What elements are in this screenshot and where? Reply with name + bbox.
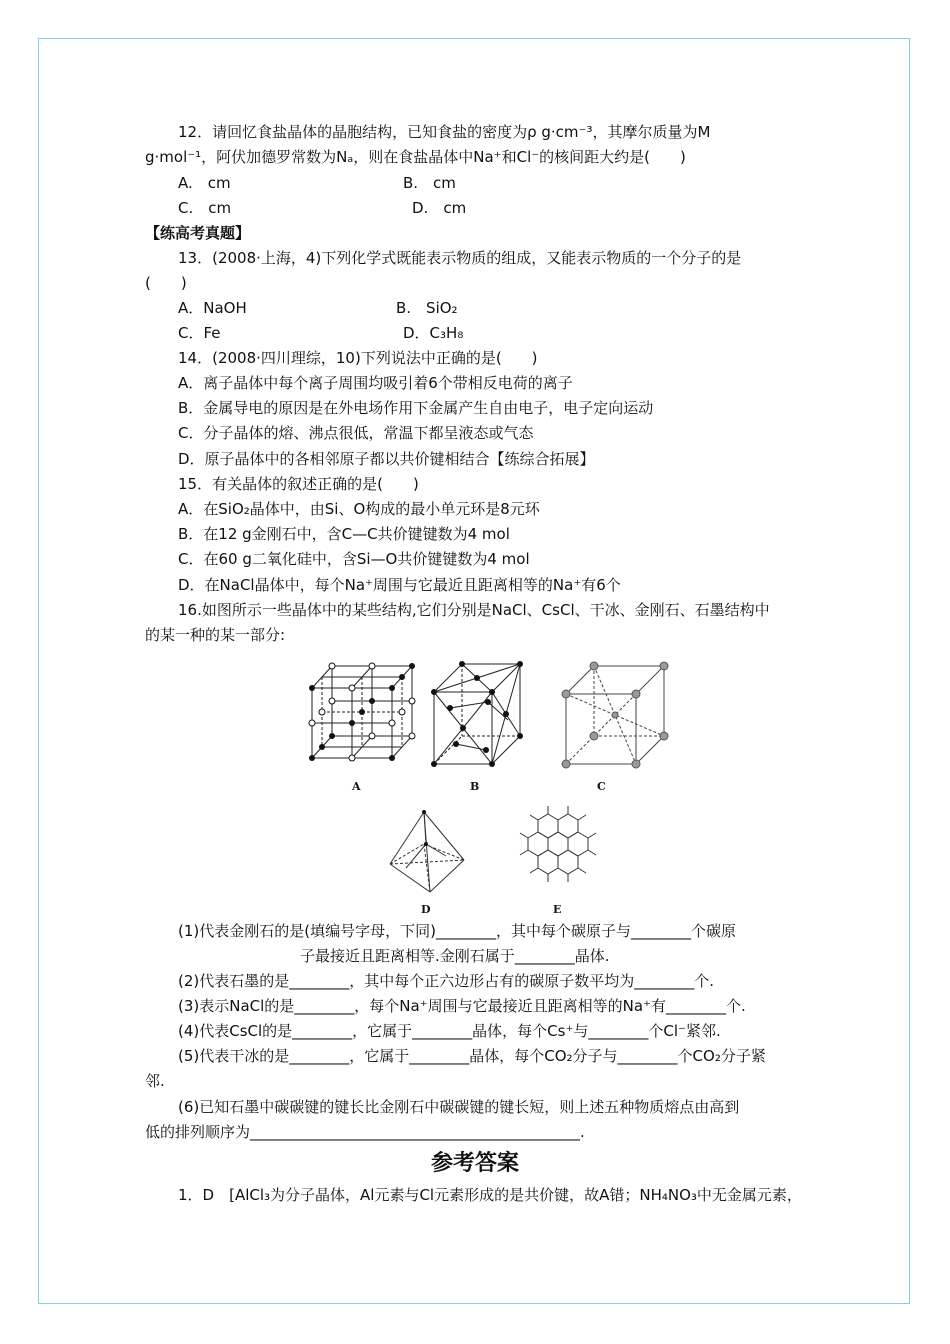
- q12-option-c: C. cm: [178, 199, 232, 217]
- q13-line2: ( ): [145, 274, 187, 292]
- q14-option-c: C．分子晶体的熔、沸点很低，常温下都呈液态或气态: [178, 424, 534, 442]
- q16-part4: (4)代表CsCl的是________，它属于________晶体，每个Cs⁺与________个Cl⁻紧邻.: [178, 1022, 721, 1040]
- q14-option-d: D．原子晶体中的各相邻原子都以共价键相结合【练综合拓展】: [178, 450, 595, 468]
- q12-option-a: A. cm: [178, 174, 231, 192]
- figure-label-a: A: [352, 780, 361, 793]
- q15-option-b: B．在12 g金刚石中，含C—C共价键键数为4 mol: [178, 525, 510, 543]
- q14-option-b: B．金属导电的原因是在外电场作用下金属产生自由电子，电子定向运动: [178, 399, 654, 417]
- answers-title: 参考答案: [430, 1150, 519, 1176]
- q16-line1: 16.如图所示一些晶体中的某些结构,它们分别是NaCl、CsCl、干冰、金刚石、石墨结构中: [178, 601, 770, 619]
- q16-part3: (3)表示NaCl的是________，每个Na⁺周围与它最接近且距离相等的Na⁺有________个.: [178, 997, 746, 1015]
- q15-stem: 15．有关晶体的叙述正确的是( ): [178, 475, 419, 493]
- q15-option-c: C．在60 g二氧化硅中，含Si—O共价键键数为4 mol: [178, 550, 530, 568]
- q12-option-d: D. cm: [412, 199, 467, 217]
- q12-line1: 12．请回忆食盐晶体的晶胞结构，已知食盐的密度为ρ g·cm⁻³，其摩尔质量为M: [178, 123, 711, 141]
- q12-line2: g·mol⁻¹，阿伏加德罗常数为Nₐ，则在食盐晶体中Na⁺和Cl⁻的核间距大约是( ): [145, 148, 686, 166]
- q16-part5-line1: (5)代表干冰的是________，它属于________晶体，每个CO₂分子与________个CO₂分子紧: [178, 1047, 766, 1065]
- q13-option-d: D．C₃H₈: [403, 324, 464, 342]
- q13-option-b: B. SiO₂: [396, 299, 458, 317]
- q16-line2: 的某一种的某一部分:: [145, 626, 286, 644]
- q16-part5-line2: 邻.: [145, 1072, 165, 1090]
- section-gaokao: 【练高考真题】: [145, 224, 251, 242]
- crystal-figure-c: [558, 658, 672, 772]
- figure-label-d: D: [421, 903, 431, 916]
- q16-part6-line2: 低的排列顺序为____________________________________________.: [145, 1123, 585, 1141]
- q15-option-a: A．在SiO₂晶体中，由Si、O构成的最小单元环是8元环: [178, 500, 540, 518]
- crystal-figure-b: [428, 658, 528, 770]
- crystal-figure-e: [510, 804, 606, 896]
- q16-part2: (2)代表石墨的是________，其中每个正六边形占有的碳原子数平均为________个.: [178, 972, 715, 990]
- figure-label-b: B: [470, 780, 480, 793]
- q13-line1: 13．(2008·上海，4)下列化学式既能表示物质的组成，又能表示物质的一个分子的是: [178, 249, 742, 267]
- q14-stem: 14．(2008·四川理综，10)下列说法中正确的是( ): [178, 349, 538, 367]
- answer-1: 1．D [AlCl₃为分子晶体，Al元素与Cl元素形成的是共价键，故A错；NH₄NO₃中无金属元素，: [178, 1186, 802, 1204]
- q16-part6-line1: (6)已知石墨中碳碳键的键长比金刚石中碳碳键的键长短，则上述五种物质熔点由高到: [178, 1098, 740, 1116]
- q13-option-c: C．Fe: [178, 324, 221, 342]
- q14-option-a: A．离子晶体中每个离子周围均吸引着6个带相反电荷的离子: [178, 374, 573, 392]
- crystal-figure-a: [300, 658, 424, 768]
- q16-part1-line2: 子最接近且距离相等.金刚石属于________晶体.: [300, 947, 610, 965]
- figure-label-c: C: [597, 780, 606, 793]
- crystal-figure-d: [384, 806, 470, 898]
- figure-label-e: E: [553, 903, 562, 916]
- q12-option-b: B. cm: [403, 174, 456, 192]
- q16-part1-line1: (1)代表金刚石的是(填编号字母，下同)________，其中每个碳原子与________个碳原: [178, 922, 736, 940]
- q13-option-a: A．NaOH: [178, 299, 247, 317]
- q15-option-d: D．在NaCl晶体中，每个Na⁺周围与它最近且距离相等的Na⁺有6个: [178, 576, 621, 594]
